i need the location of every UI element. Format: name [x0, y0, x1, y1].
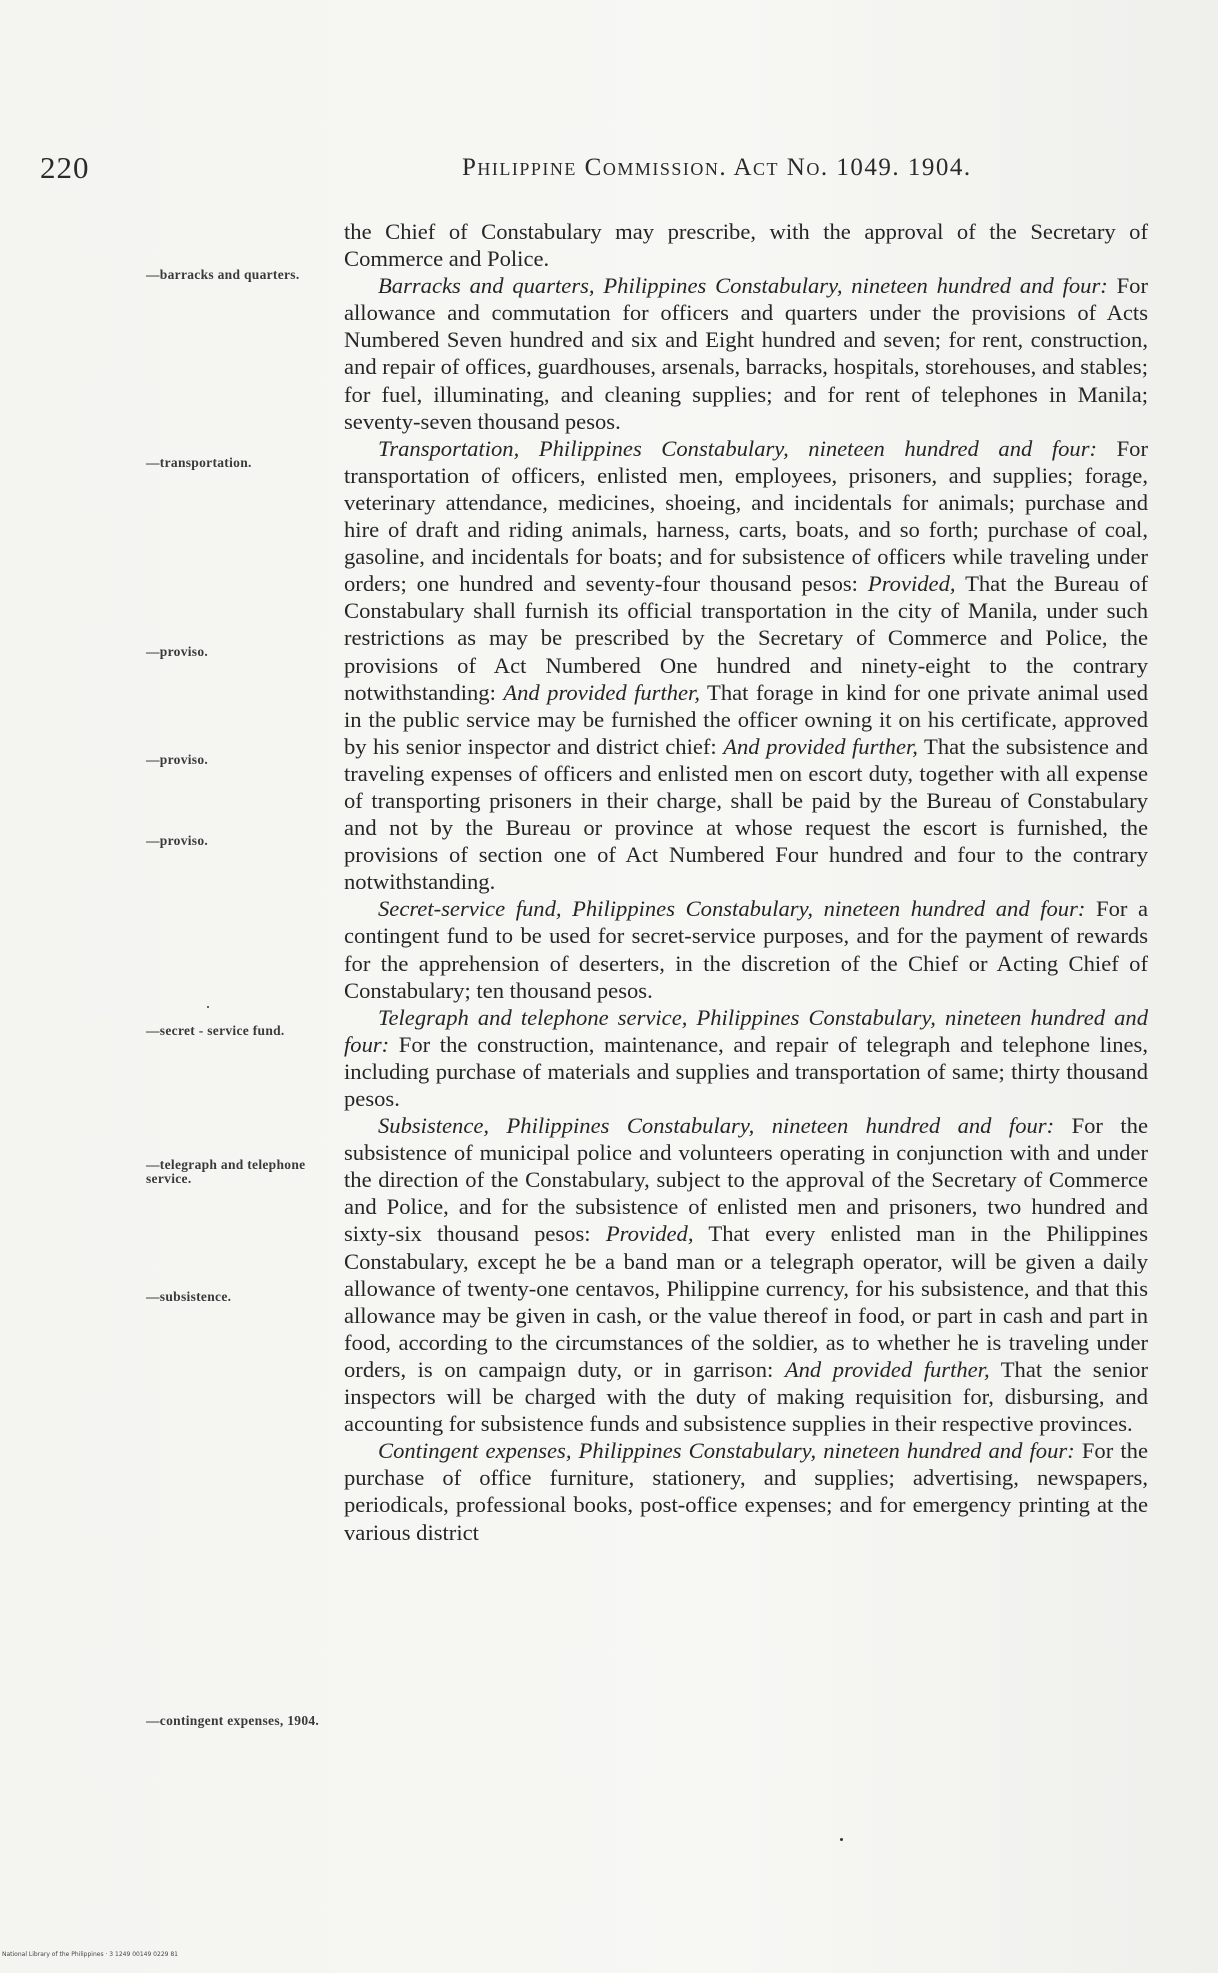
paragraph-secret-service — [344, 895, 1148, 1003]
paragraph-barracks — [344, 272, 1148, 435]
paragraph-text: the Chief of Constabulary may prescribe, with the approval of the Secretary of Commerce and Police. — [344, 219, 1148, 272]
sidenote-telegraph: —telegraph and telephone service. — [146, 1157, 306, 1186]
paragraph-lead: Contingent expenses, Philippines Constabulary, nineteen hundred and four: — [378, 1438, 1075, 1464]
paragraph-text: That forage in kind for one private animal used in the public service may be furnished the officer owning it on his certificate, approved by his senior inspector and district chief: — [344, 679, 1148, 759]
paragraph-text: For the purchase of office furniture, stationery, and supplies; advertising, newspapers, periodicals, professional books, post-office expenses; and for emergency printing at the various district — [344, 1438, 1148, 1545]
paragraph-text: For a contingent fund to be used for secret-service purposes, and for the payment of rewards for the apprehension of deserters, in the discretion of the Chief or Acting Chief of Constabulary; ten thousand pesos. — [344, 896, 1148, 1003]
paragraph-lead: Barracks and quarters, Philippines Constabulary, nineteen hundred and four: — [378, 273, 1108, 299]
proviso-label: And provided further, — [784, 1356, 990, 1382]
page-header — [40, 150, 1060, 190]
proviso-label: And provided further, — [723, 733, 918, 759]
ink-speck — [207, 1006, 209, 1008]
sidenote-subsistence: —subsistence. — [146, 1289, 232, 1304]
paragraph-lead: Secret-service fund, Philippines Constabulary, nineteen hundred and four: — [378, 896, 1086, 922]
ink-speck — [840, 1838, 843, 1841]
paragraph-lead: Subsistence, Philippines Constabulary, nineteen hundred and four: — [378, 1113, 1055, 1139]
paragraph-telegraph — [344, 1004, 1148, 1112]
proviso-label: Provided, — [867, 571, 956, 597]
sidenote-proviso-2: —proviso. — [146, 752, 209, 767]
body-text — [344, 218, 1148, 1546]
paragraph-contingent — [344, 1437, 1148, 1545]
sidenote-proviso-3: —proviso. — [146, 833, 209, 848]
sidenote-transportation: —transportation. — [146, 455, 252, 470]
footer-scan-note: National Library of the Philippines · 3 1249 00149 0229 81 — [2, 1951, 178, 1958]
paragraph-text: For the construction, maintenance, and repair of telegraph and telephone lines, including purchase of materials and supplies and transportation of same; thirty thousand pesos. — [344, 1031, 1148, 1111]
paragraph-continuation — [344, 218, 1148, 272]
page-number: 220 — [40, 150, 90, 185]
paragraph-transportation — [344, 435, 1148, 896]
paragraph-text: For transportation of officers, enlisted men, employees, prisoners, and supplies; forage, veterinary attendance, medicines, shoeing, and incidentals for animals; purchase and hire of draft and riding animals, harness, carts, boats, and so forth; purchase of coal, gasoline, and incidentals for boats; and for subsistence of officers while traveling under orders; one hundred and seventy-four thousand pesos: — [344, 435, 1148, 597]
paragraph-text: For the subsistence of municipal police and volunteers operating in conjunction with and under the direction of the Constabulary, subject to the approval of the Secretary of Commerce and Police, and for the subsistence of enlisted men and prisoners, two hundred and sixty-six thousand pesos: — [344, 1113, 1148, 1247]
paragraph-lead: Transportation, Philippines Constabulary, nineteen hundred and four: — [378, 435, 1098, 461]
paragraph-text: That every enlisted man in the Philippines Constabulary, except he be a band man or a telegraph operator, will be given a daily allowance of twenty-one centavos, Philippine currency, for his subsistence, and that this allowance may be given in cash, or the value thereof in food, or part in cash and part in food, according to the circumstances of the soldier, as to whether he is traveling under orders, is on campaign duty, or in garrison: — [344, 1221, 1148, 1382]
paragraph-subsistence — [344, 1112, 1148, 1437]
sidenote-proviso-1: —proviso. — [146, 644, 209, 659]
sidenote-contingent: —contingent expenses, 1904. — [146, 1713, 320, 1728]
paragraph-text: For allowance and commutation for officers and quarters under the provisions of Acts Numbered Seven hundred and six and Eight hundred and seven; for rent, construction, and repair of offices, guardhouses, arsenals, barracks, hospitals, storehouses, and stables; for fuel, illuminating, and cleaning supplies; and for rent of telephones in Manila; seventy-seven thousand pesos. — [344, 273, 1148, 434]
proviso-label: And provided further, — [503, 679, 700, 705]
sidenote-secret-service: —secret - service fund. — [146, 1023, 285, 1038]
paragraph-text: That the Bureau of Constabulary shall furnish its official transportation in the city of Manila, under such restrictions as may be prescribed by the Secretary of Commerce and Police, the provisions of Act Numbered One hundred and ninety-eight to the contrary notwithstanding: — [344, 571, 1148, 705]
paragraph-text: That the subsistence and traveling expenses of officers and enlisted men on escort duty, together with all expense of transporting prisoners in their charge, shall be paid by the Bureau of Constabulary and not by the Bureau or province at whose request the escort is furnished, the provisions of section one of Act Numbered Four hundred and four to the contrary notwithstanding. — [344, 733, 1148, 895]
paragraph-text: That the senior inspectors will be charged with the duty of making requisition for, disbursing, and accounting for subsistence funds and subsistence supplies in their respective provinces. — [344, 1356, 1148, 1437]
proviso-label: Provided, — [605, 1221, 694, 1247]
running-head: Philippine Commission. Act No. 1049. 1904. — [462, 154, 972, 181]
paragraph-lead: Telegraph and telephone service, Philippines Constabulary, nineteen hundred and four: — [344, 1004, 1148, 1057]
footer-strip — [0, 1938, 1218, 1950]
sidenote-barracks: —barracks and quarters. — [146, 267, 300, 282]
